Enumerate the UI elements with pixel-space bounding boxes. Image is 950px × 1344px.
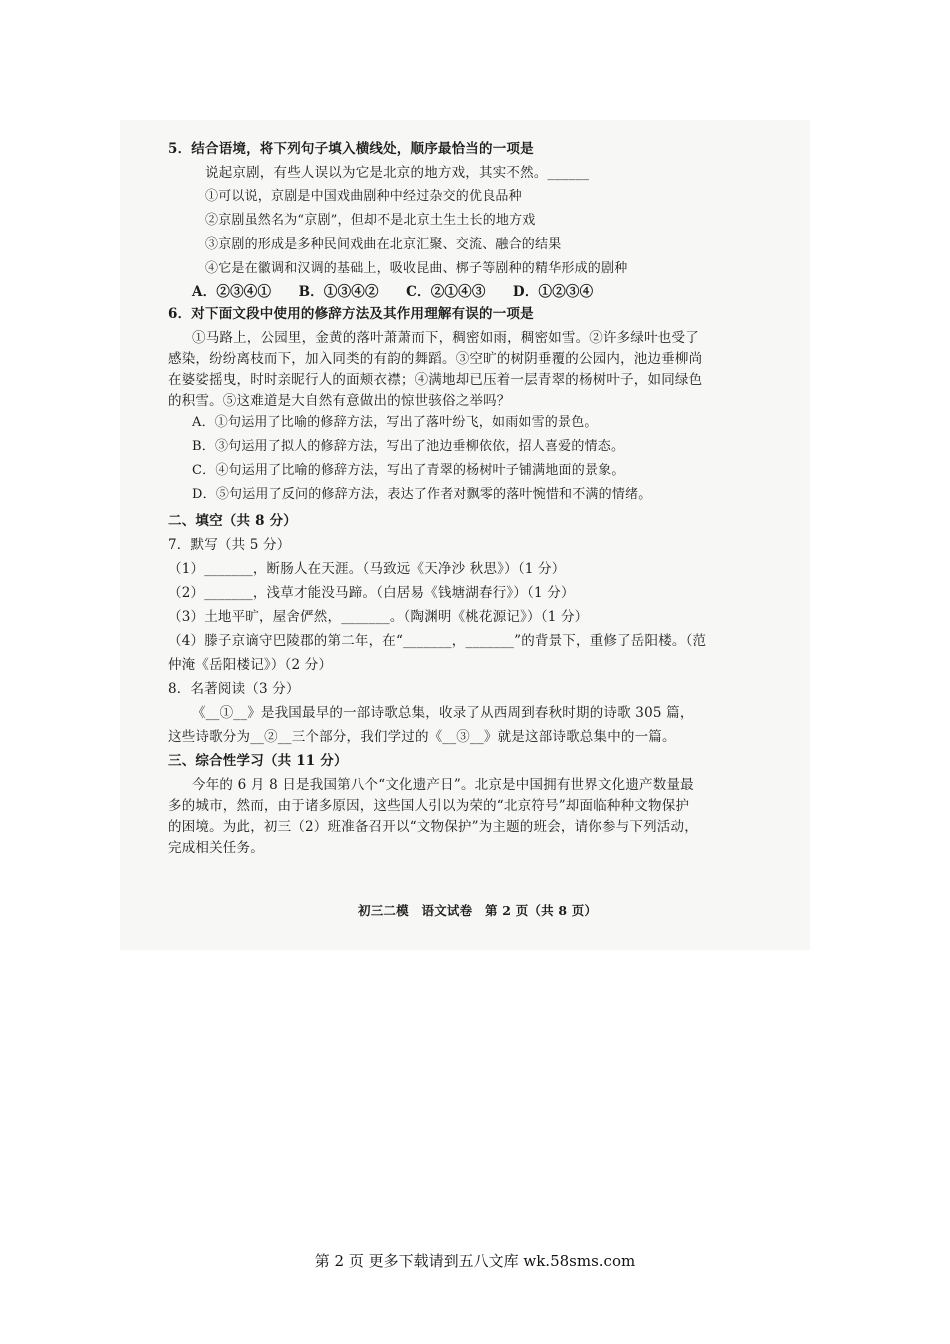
q6-option-d: D．⑤句运用了反问的修辞方法，表达了作者对飘零的落叶惋惜和不满的情绪。	[192, 487, 652, 502]
q7-title: 7．默写（共 5 分）	[168, 537, 291, 553]
q6-passage-line-4: 的积雪。⑤这难道是大自然有意做出的惊世骇俗之举吗？	[168, 393, 511, 409]
q6-passage-line-3: 在婆娑摇曳，时时亲昵行人的面颊衣襟；④满地却已压着一层青翠的杨树叶子，如同绿色	[168, 372, 703, 388]
q6-passage-line-1: ①马路上，公园里，金黄的落叶萧萧而下，稠密如雨，稠密如雪。②许多绿叶也受了	[192, 330, 699, 346]
q5-stem: 5．结合语境，将下列句子填入横线处，顺序最恰当的一项是	[168, 141, 534, 157]
section-3-paragraph-line-4: 完成相关任务。	[168, 840, 264, 856]
q6-option-c: C．④句运用了比喻的修辞方法，写出了青翠的杨树叶子铺满地面的景象。	[192, 463, 625, 478]
q8-line-1: 《__①__》是我国最早的一部诗歌总集，收录了从西周到春秋时期的诗歌 305 篇，	[192, 705, 694, 721]
q5-sentence-1: ①可以说，京剧是中国戏曲剧种中经过杂交的优良品种	[205, 189, 522, 204]
q7-line-4: （4）滕子京谪守巴陵郡的第二年，在“_______，_______”的背景下，重修了岳阳楼。（范	[168, 633, 707, 649]
section-2-title: 二、填空（共 8 分）	[168, 513, 297, 529]
q7-line-2: （2）_______，浅草才能没马蹄。（白居易《钱塘湖春行》）（1 分）	[168, 585, 575, 601]
download-site-line: 第 2 页 更多下载请到五八文库 wk.58sms.com	[314, 1252, 636, 1270]
page-footer: 初三二模 语文试卷 第 2 页（共 8 页）	[358, 903, 598, 918]
q7-line-1: （1）_______，断肠人在天涯。（马致远《天净沙 秋思》）（1 分）	[168, 561, 566, 577]
q5-sentence-2: ②京剧虽然名为“京剧”，但却不是北京土生土长的地方戏	[205, 213, 536, 228]
section-3-paragraph-line-2: 多的城市，然而，由于诸多原因，这些国人引以为荣的“北京符号”却面临种种文物保护	[168, 798, 690, 814]
q5-sentence-3: ③京剧的形成是多种民间戏曲在北京汇聚、交流、融合的结果	[205, 237, 562, 252]
q6-option-a: A．①句运用了比喻的修辞方法，写出了落叶纷飞，如雨如雪的景色。	[192, 415, 598, 430]
q6-passage-line-2: 感染，纷纷离枝而下，加入同类的有韵的舞蹈。③空旷的树阴垂覆的公园内，池边垂柳尚	[168, 351, 703, 367]
q5-options: A．②③④① B．①③④② C．②①④③ D．①②③④	[192, 284, 594, 300]
q5-intro: 说起京剧，有些人误以为它是北京的地方戏，其实不然。______	[205, 165, 590, 181]
q7-line-5: 仲淹《岳阳楼记》）（2 分）	[168, 657, 333, 673]
q6-option-b: B．③句运用了拟人的修辞方法，写出了池边垂柳依依，招人喜爱的情态。	[192, 439, 625, 454]
q5-sentence-4: ④它是在徽调和汉调的基础上，吸收昆曲、梆子等剧种的精华形成的剧种	[205, 261, 628, 276]
section-3-title: 三、综合性学习（共 11 分）	[168, 753, 348, 769]
section-3-paragraph-line-3: 的困境。为此，初三（2）班准备召开以“文物保护”为主题的班会，请你参与下列活动，	[168, 819, 698, 835]
q7-line-3: （3）土地平旷，屋舍俨然，_______。（陶渊明《桃花源记》）（1 分）	[168, 609, 589, 625]
q8-title: 8．名著阅读（3 分）	[168, 681, 300, 697]
q6-stem: 6．对下面文段中使用的修辞方法及其作用理解有误的一项是	[168, 306, 534, 322]
section-3-paragraph-line-1: 今年的 6 月 8 日是我国第八个“文化遗产日”。北京是中国拥有世界文化遗产数量最	[192, 777, 694, 793]
q8-line-2: 这些诗歌分为__②__三个部分，我们学过的《__③__》就是这部诗歌总集中的一篇。	[168, 729, 676, 745]
